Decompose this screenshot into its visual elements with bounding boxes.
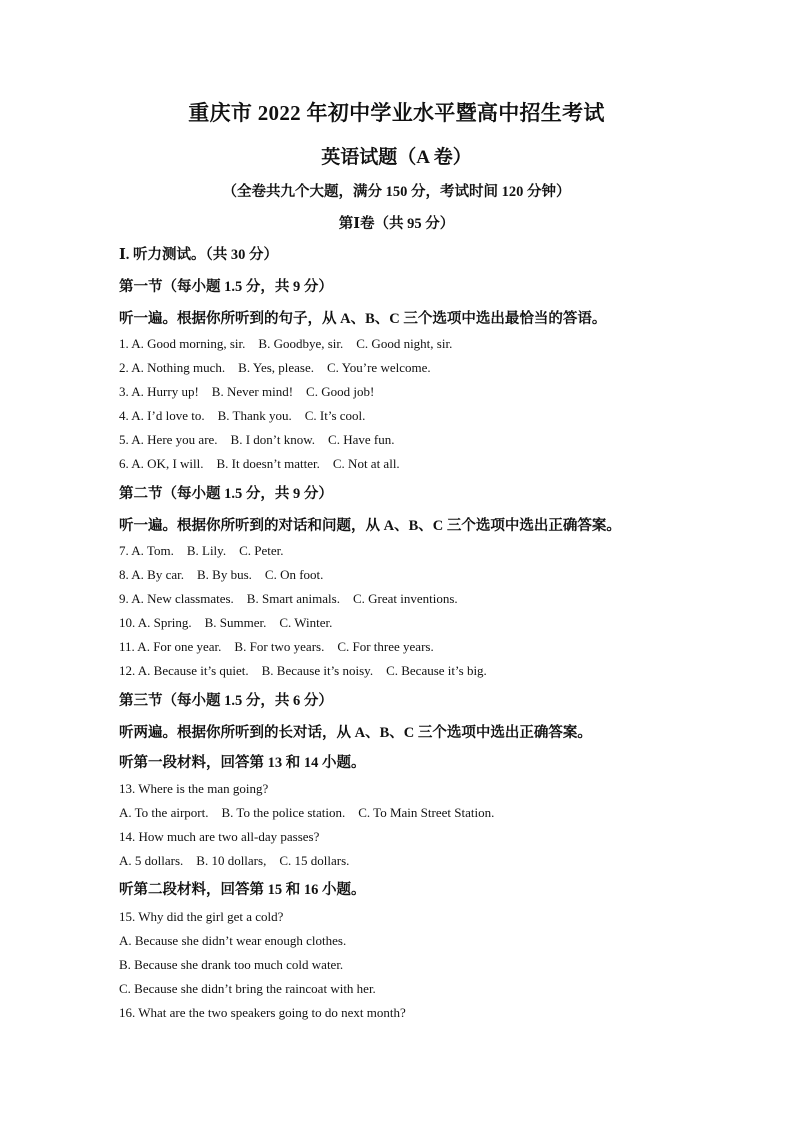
section1-heading: 第一节（每小题 1.5 分，共 9 分） [119,279,333,295]
material1-heading: 听第一段材料，回答第 13 和 14 小题。 [119,755,366,771]
question-10: 10. A. Spring. B. Summer. C. Winter. [119,615,333,630]
section2-heading: 第二节（每小题 1.5 分，共 9 分） [119,486,333,502]
question-8: 8. A. By car. B. By bus. C. On foot. [119,567,324,582]
exam-instructions: （全卷共九个大题，满分 150 分，考试时间 120 分钟） [222,184,571,200]
question-3: 3. A. Hurry up! B. Never mind! C. Good job! [119,384,375,399]
question-14-options: A. 5 dollars. B. 10 dollars, C. 15 dollars. [119,853,350,868]
material2-heading: 听第二段材料，回答第 15 和 16 小题。 [119,882,366,898]
question-5: 5. A. Here you are. B. I don’t know. C. Have fun. [119,432,395,447]
section3-directions: 听两遍。根据你所听到的长对话，从 A、B、C 三个选项中选出正确答案。 [119,725,592,741]
section2-directions: 听一遍。根据你所听到的对话和问题，从 A、B、C 三个选项中选出正确答案。 [119,518,621,534]
question-12: 12. A. Because it’s quiet. B. Because it’s noisy. C. Because it’s big. [119,663,487,678]
question-15-option-c: C. Because she didn’t bring the raincoat with her. [119,981,376,996]
question-4: 4. A. I’d love to. B. Thank you. C. It’s cool. [119,408,366,423]
question-16: 16. What are the two speakers going to do next month? [119,1005,406,1020]
question-13: 13. Where is the man going? [119,781,269,796]
question-15-option-b: B. Because she drank too much cold water. [119,957,344,972]
question-14: 14. How much are two all-day passes? [119,829,320,844]
volume-heading: 第Ⅰ卷（共 95 分） [338,216,455,232]
question-2: 2. A. Nothing much. B. Yes, please. C. You’re welcome. [119,360,431,375]
question-13-options: A. To the airport. B. To the police station. C. To Main Street Station. [119,805,495,820]
question-7: 7. A. Tom. B. Lily. C. Peter. [119,543,284,558]
question-11: 11. A. For one year. B. For two years. C. For three years. [119,639,434,654]
question-15-option-a: A. Because she didn’t wear enough clothes. [119,933,347,948]
question-1: 1. A. Good morning, sir. B. Goodbye, sir. C. Good night, sir. [119,336,453,351]
part1-heading: Ⅰ. 听力测试。（共 30 分） [119,247,279,263]
question-9: 9. A. New classmates. B. Smart animals. C. Great inventions. [119,591,458,606]
section1-directions: 听一遍。根据你所听到的句子，从 A、B、C 三个选项中选出最恰当的答语。 [119,311,607,327]
question-6: 6. A. OK, I will. B. It doesn’t matter. C. Not at all. [119,456,400,471]
question-15: 15. Why did the girl get a cold? [119,909,284,924]
exam-subtitle: 英语试题（A 卷） [321,147,472,168]
section3-heading: 第三节（每小题 1.5 分，共 6 分） [119,693,333,709]
exam-title: 重庆市 2022 年初中学业水平暨高中招生考试 [188,101,605,125]
